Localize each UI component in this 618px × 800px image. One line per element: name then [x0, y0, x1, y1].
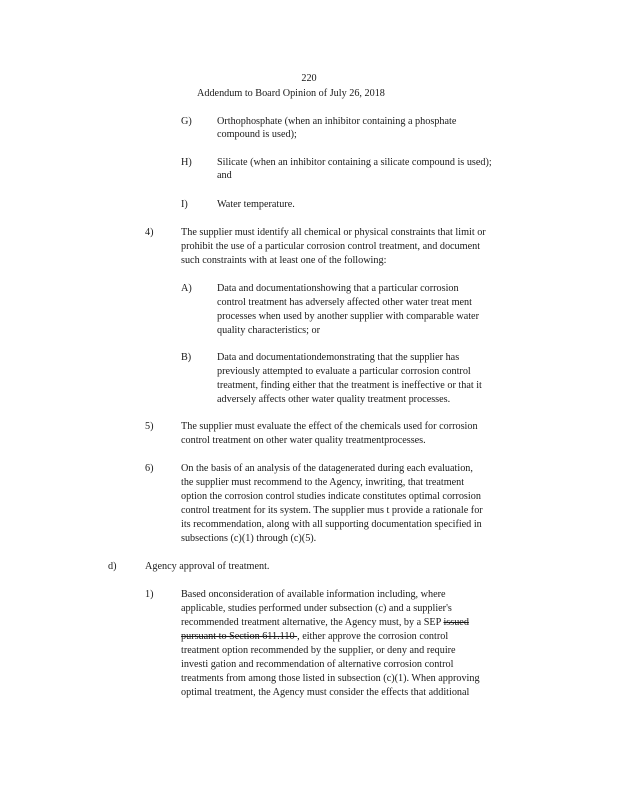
item-b-line1: Data and documentationdemonstrating that the supplier has	[217, 352, 460, 363]
paragraph-6-line2: the supplier must recommend to the Agency, inwriting, that treatment	[181, 477, 465, 488]
paragraph-d1-line7: treatments from among those listed in subsection (c)(1). When approving	[181, 673, 480, 684]
section-d-heading: Agency approval of treatment.	[145, 561, 270, 572]
paragraph-d1-line6: investi gation and recommendation of alternative corrosion control	[181, 659, 454, 670]
paragraph-label-5: 5)	[145, 421, 154, 432]
struck-text-issued: issued	[443, 617, 469, 628]
paragraph-4-line2: prohibit the use of a particular corrosion control treatment, and document	[181, 241, 481, 252]
item-g-line2: compound is used);	[217, 129, 297, 140]
item-a-line4: quality characteristics; or	[217, 325, 320, 336]
paragraph-d1-line5: treatment option recommended by the supplier, or deny and require	[181, 645, 456, 656]
paragraph-d1-line1: Based onconsideration of available information including, where	[181, 589, 446, 600]
section-label-d: d)	[108, 561, 117, 572]
item-label-b: B)	[181, 352, 192, 363]
paragraph-label-6: 6)	[145, 463, 154, 474]
item-b-line4: adversely affects other water quality treatment processes.	[217, 394, 451, 405]
paragraph-6-line1: On the basis of an analysis of the datagenerated during each evaluation,	[181, 463, 473, 474]
item-g-line1: Orthophosphate (when an inhibitor containing a phosphate	[217, 116, 457, 127]
item-label-a: A)	[181, 283, 192, 294]
item-a-line1: Data and documentationshowing that a particular corrosion	[217, 283, 459, 294]
paragraph-label-d1: 1)	[145, 589, 154, 600]
item-b-line2: previously attempted to evaluate a particular corrosion control	[217, 366, 471, 377]
struck-text-section-ref: pursuant to Section 611.110	[181, 631, 298, 642]
item-a-line2: control treatment has adversely affected other water treat ment	[217, 297, 472, 308]
addendum-header: Addendum to Board Opinion of July 26, 2018	[197, 88, 385, 99]
item-b-line3: treatment, finding either that the treatment is ineffective or that it	[217, 380, 482, 391]
paragraph-d1-line8: optimal treatment, the Agency must consider the effects that additional	[181, 687, 470, 698]
paragraph-d1-line2: applicable, studies performed under subsection (c) and a supplier's	[181, 603, 452, 614]
d1-line3-text: recommended treatment alternative, the Agency must, by a SEP	[181, 617, 444, 628]
paragraph-5-line2: control treatment on other water quality treatmentprocesses.	[181, 435, 426, 446]
item-h-line1: Silicate (when an inhibitor containing a silicate compound is used);	[217, 157, 492, 168]
paragraph-d1-line3	[181, 617, 469, 629]
item-i-line1: Water temperature.	[217, 199, 295, 210]
item-h-line2: and	[217, 170, 232, 181]
item-label-g: G)	[181, 116, 192, 127]
paragraph-6-line4: control treatment for its system. The supplier mus t provide a rationale for	[181, 505, 483, 516]
paragraph-4-line1: The supplier must identify all chemical or physical constraints that limit or	[181, 227, 486, 238]
paragraph-6-line6: subsections (c)(1) through (c)(5).	[181, 533, 317, 544]
paragraph-6-line5: its recommendation, along with all supporting documentation specified in	[181, 519, 482, 530]
page-number: 220	[301, 73, 317, 84]
item-a-line3: processes when used by another supplier with comparable water	[217, 311, 479, 322]
item-label-h: H)	[181, 157, 192, 168]
paragraph-label-4: 4)	[145, 227, 154, 238]
paragraph-6-line3: option the corrosion control studies indicate constitutes optimal corrosion	[181, 491, 481, 502]
paragraph-5-line1: The supplier must evaluate the effect of the chemicals used for corrosion	[181, 421, 478, 432]
paragraph-d1-line4	[181, 631, 448, 643]
paragraph-4-line3: such constraints with at least one of the following:	[181, 255, 387, 266]
d1-line4-text: , either approve the corrosion control	[297, 631, 449, 642]
item-label-i: I)	[181, 199, 188, 210]
